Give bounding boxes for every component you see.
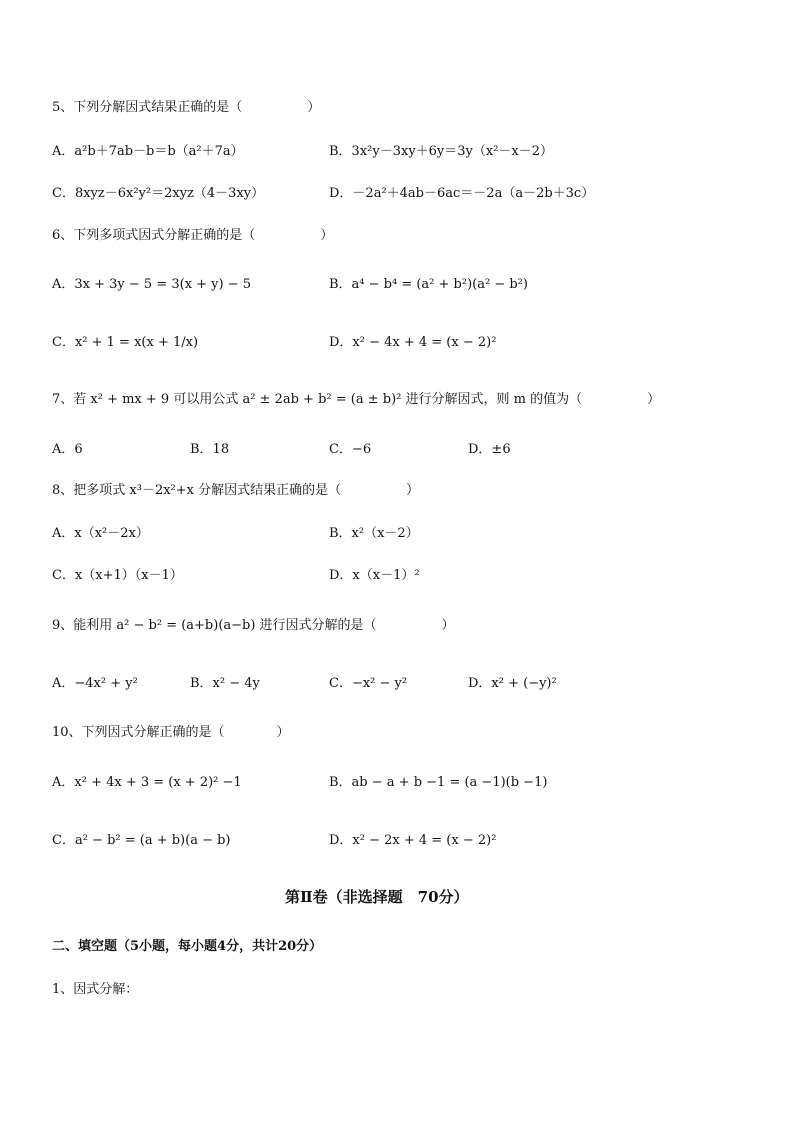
question-7-option-d: D．±6 [468, 442, 511, 457]
question-7-option-c: C．−6 [329, 442, 372, 457]
question-10-stem: 10、下列因式分解正确的是（ ） [52, 725, 290, 740]
question-6-option-d: D．x² − 4x + 4 = (x − 2)² [329, 335, 497, 350]
question-5-option-b: B．3x²y－3xy＋6y＝3y（x²－x－2） [329, 144, 554, 159]
question-8-option-b: B．x²（x－2） [329, 526, 419, 541]
question-5-stem: 5、下列分解因式结果正确的是（ ） [52, 100, 321, 115]
question-7-option-b: B．18 [190, 442, 230, 457]
question-9-stem: 9、能利用 a² − b² = (a+b)(a−b) 进行因式分解的是（ ） [52, 618, 455, 633]
fill-question-1-stem: 1、因式分解： [52, 982, 139, 997]
question-5-option-a: A．a²b＋7ab－b＝b（a²＋7a） [52, 144, 244, 159]
question-8-option-c: C．x（x+1）（x－1） [52, 568, 183, 583]
section-2-heading: 二、填空题（5小题，每小题4分，共计20分） [52, 939, 323, 954]
question-5-option-c: C．8xyz－6x²y²＝2xyz（4－3xy） [52, 186, 265, 201]
question-8-option-d: D．x（x－1）² [329, 568, 420, 583]
question-10-option-d: D．x² − 2x + 4 = (x − 2)² [329, 833, 497, 848]
question-5-option-d: D．－2a²＋4ab－6ac＝－2a（a－2b＋3c） [329, 186, 595, 201]
question-6-option-a: A．3x + 3y − 5 = 3(x + y) − 5 [52, 277, 252, 292]
question-7-stem: 7、若 x² + mx + 9 可以用公式 a² ± 2ab + b² = (a ± b)² 进行分解因式，则 m 的值为（ ） [52, 392, 661, 407]
question-9-option-b: B．x² − 4y [190, 676, 260, 691]
question-10-option-b: B．ab − a + b −1 = (a −1)(b −1) [329, 775, 548, 790]
question-6-option-c: C．x² + 1 = x(x + 1/x) [52, 335, 199, 350]
part-2-title: 第Ⅱ卷（非选择题 70分） [285, 888, 469, 906]
question-10-option-c: C．a² − b² = (a + b)(a − b) [52, 833, 231, 848]
question-6-stem: 6、下列多项式因式分解正确的是（ ） [52, 228, 334, 243]
question-6-option-b: B．a⁴ − b⁴ = (a² + b²)(a² − b²) [329, 277, 528, 292]
question-7-option-a: A．6 [52, 442, 83, 457]
question-8-option-a: A．x（x²－2x） [52, 526, 149, 541]
question-9-option-d: D．x² + (−y)² [468, 676, 557, 691]
question-9-option-c: C．−x² − y² [329, 676, 408, 691]
question-8-stem: 8、把多项式 x³－2x²+x 分解因式结果正确的是（ ） [52, 483, 420, 498]
question-10-option-a: A．x² + 4x + 3 = (x + 2)² −1 [52, 775, 242, 790]
question-9-option-a: A．−4x² + y² [52, 676, 138, 691]
